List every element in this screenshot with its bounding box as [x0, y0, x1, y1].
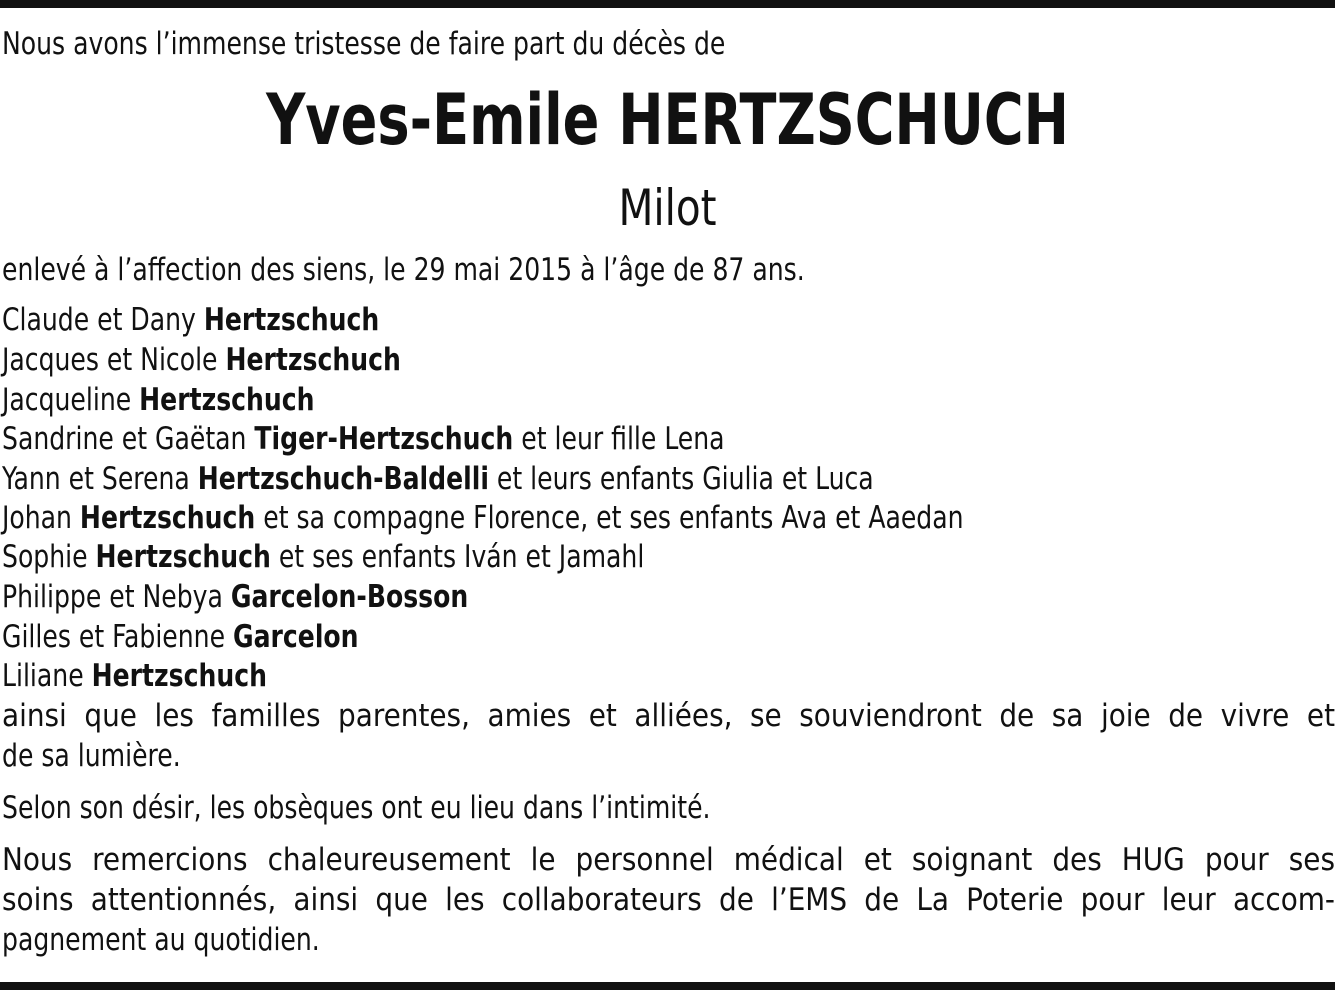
family-surname: Hertzschuch: [95, 539, 271, 575]
family-member: Philippe et Nebya Garcelon-Bosson: [2, 579, 469, 615]
relatives-paragraph: [2, 696, 1335, 736]
family-member: Sandrine et Gaëtan Tiger-Hertzschuch et leur fille Lena: [2, 421, 725, 457]
family-member: Jacques et Nicole Hertzschuch: [2, 342, 401, 378]
family-surname: Hertzschuch: [203, 302, 380, 338]
nickname: Milot: [618, 179, 717, 237]
bottom-border-rule: [0, 982, 1335, 990]
family-member: Claude et Dany Hertzschuch: [2, 302, 380, 338]
top-border-rule: [0, 0, 1335, 8]
family-member: Jacqueline Hertzschuch: [2, 382, 315, 418]
relatives-line: ainsi que les familles parentes, amies et alliées, se souviendront de sa joie de vivre et: [2, 698, 1335, 734]
family-surname: Tiger-Hertzschuch: [254, 421, 514, 457]
family-surname: Garcelon-Bosson: [230, 579, 469, 615]
family-surname: Hertzschuch: [139, 382, 315, 418]
funeral-note: Selon son désir, les obsèques ont eu lieu dans l’intimité.: [2, 790, 711, 826]
family-surname: Hertzschuch: [91, 658, 267, 694]
family-member: Liliane Hertzschuch: [2, 658, 267, 694]
deceased-name: Yves-Emile HERTZSCHUCH: [266, 79, 1069, 161]
family-member: Yann et Serena Hertzschuch-Baldelli et leurs enfants Giulia et Luca: [2, 461, 874, 497]
family-member: Gilles et Fabienne Garcelon: [2, 619, 359, 655]
family-surname: Hertzschuch: [225, 342, 401, 378]
family-member: Johan Hertzschuch et sa compagne Florence, et ses enfants Ava et Aaedan: [2, 500, 964, 536]
thanks-line: pagnement au quotidien.: [2, 922, 320, 958]
relatives-line: de sa lumière.: [2, 738, 181, 774]
family-member: Sophie Hertzschuch et ses enfants Iván et Jamahl: [2, 539, 645, 575]
intro-text: Nous avons l’immense tristesse de faire part du décès de: [2, 26, 726, 62]
family-surname: Hertzschuch: [79, 500, 256, 536]
passing-line: enlevé à l’affection des siens, le 29 mai 2015 à l’âge de 87 ans.: [2, 252, 805, 288]
family-surname: Hertzschuch-Baldelli: [197, 461, 489, 497]
thanks-line: soins attentionnés, ainsi que les collaborateurs de l’EMS de La Poterie pour leur accom-: [2, 882, 1335, 918]
thanks-paragraph: [2, 840, 1335, 920]
family-surname: Garcelon: [233, 619, 359, 655]
thanks-line: Nous remercions chaleureusement le personnel médical et soignant des HUG pour ses: [2, 842, 1335, 878]
